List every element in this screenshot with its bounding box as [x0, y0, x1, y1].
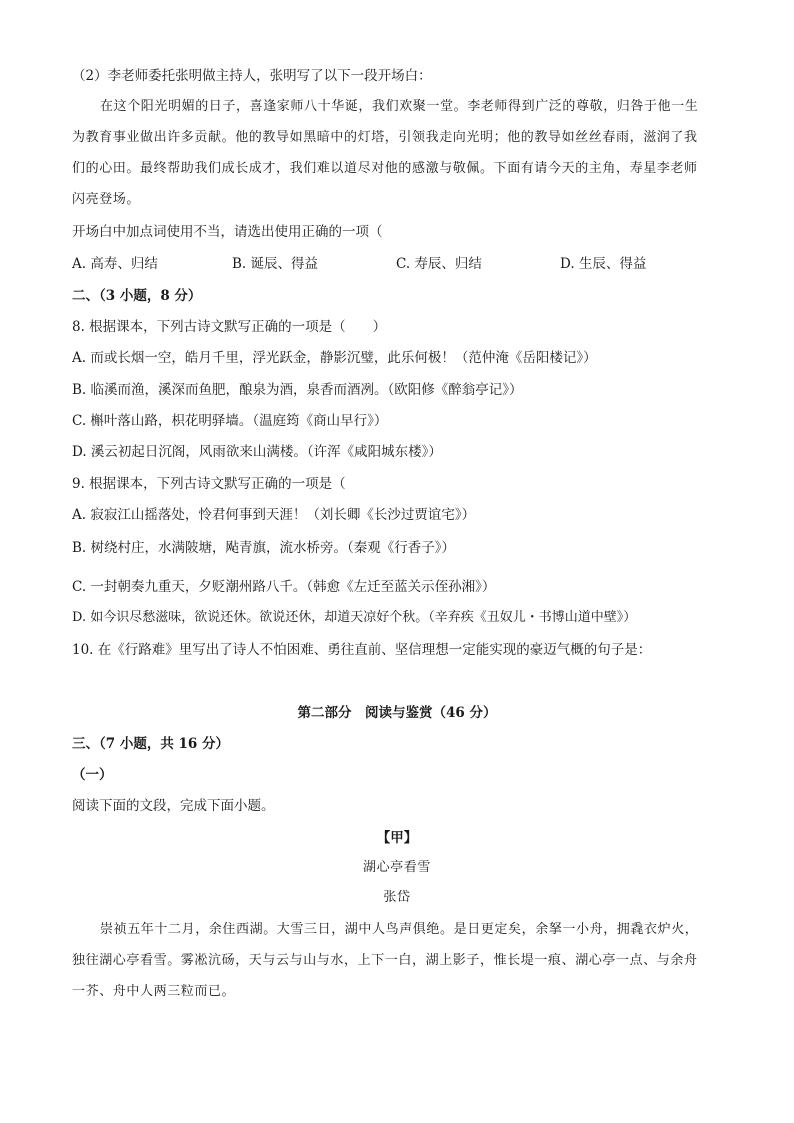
- option-a: A. 高寿、归结: [72, 256, 158, 272]
- q8-option-d: D. 溪云初起日沉阁，风雨欲来山满楼。（许浑《咸阳城东楼》）: [72, 444, 442, 460]
- question-10: 10. 在《行路难》里写出了诗人不怕困难、勇往直前、坚信理想一定能实现的豪迈气概的句子是：: [72, 642, 652, 658]
- question-9-stem: 9. 根据课本，下列古诗文默写正确的一项是（: [72, 476, 346, 492]
- option-b: B. 诞辰、得益: [232, 256, 319, 272]
- reading-instruction: 阅读下面的文段，完成下面小题。: [72, 798, 275, 814]
- q8-option-a: A. 而或长烟一空，皓月千里，浮光跃金，静影沉璧，此乐何极！（范仲淹《岳阳楼记》）: [72, 350, 597, 366]
- passage-line-2: 为教育事业做出许多贡献。他的教导如黑暗中的灯塔，引领我走向光明；他的教导如丝丝春雨，滋润了我: [72, 130, 698, 145]
- q8-option-b: B. 临溪而渔，溪深而鱼肥，酿泉为酒，泉香而酒冽。（欧阳修《醉翁亭记》）: [72, 382, 523, 398]
- essay-line-3: 一芥、舟中人两三粒而已。: [72, 984, 236, 999]
- section-2-heading: 二、（3 小题，8 分）: [72, 288, 202, 304]
- q7-2-question: 开场白中加点词使用不当，请选出使用正确的一项（: [72, 224, 383, 240]
- section-3-heading: 三、（7 小题，共 16 分）: [72, 736, 230, 752]
- essay-title: 湖心亭看雪: [362, 860, 431, 875]
- q9-option-b: B. 树绕村庄，水满陂塘，飐青旗，流水桥旁。（秦观《行香子》）: [72, 540, 456, 556]
- subsection-1-label: （一）: [72, 767, 113, 783]
- option-d: D. 生辰、得益: [560, 256, 647, 272]
- essay-line-1: 崇祯五年十二月，余住西湖。大雪三日，湖中人鸟声俱绝。是日更定矣，余拏一小舟，拥毳衣炉火，: [100, 922, 699, 937]
- passage-line-4: 闪亮登场。: [72, 192, 141, 207]
- q7-2-prompt: （2）李老师委托张明做主持人，张明写了以下一段开场白：: [72, 68, 432, 84]
- q9-option-d: D. 如今识尽愁滋味，欲说还休。欲说还休，却道天凉好个秋。（辛弃疾《丑奴儿・书博山道中壁》）: [72, 610, 637, 625]
- q9-option-c: C. 一封朝奏九重天，夕贬潮州路八千。（韩愈《左迁至蓝关示侄孙湘》）: [72, 579, 496, 595]
- passage-line-3: 们的心田。最终帮助我们成长成才，我们难以道尽对他的感激与敬佩。下面有请今天的主角，寿星李老师: [72, 161, 698, 176]
- q9-option-a: A. 寂寂江山摇落处，怜君何事到天涯！（刘长卿《长沙过贾谊宅》）: [72, 507, 476, 523]
- option-c: C. 寿辰、归结: [396, 256, 482, 272]
- essay-line-2: 独往湖心亭看雪。雾凇沆砀，天与云与山与水，上下一白，湖上影子，惟长堤一痕、湖心亭一点、与余舟: [72, 953, 698, 968]
- jia-label: 【甲】: [376, 830, 418, 846]
- passage-line-1: 在这个阳光明媚的日子，喜逢家师八十华诞，我们欢聚一堂。李老师得到广泛的尊敬，归咎于他一生: [100, 99, 699, 114]
- part-2-title: 第二部分 阅读与鉴赏（46 分）: [297, 705, 497, 721]
- essay-author: 张岱: [383, 890, 411, 905]
- question-8-stem: 8. 根据课本，下列古诗文默写正确的一项是（ ）: [72, 319, 387, 335]
- q8-option-c: C. 槲叶落山路，枳花明驿墙。（温庭筠《商山早行》）: [72, 413, 388, 429]
